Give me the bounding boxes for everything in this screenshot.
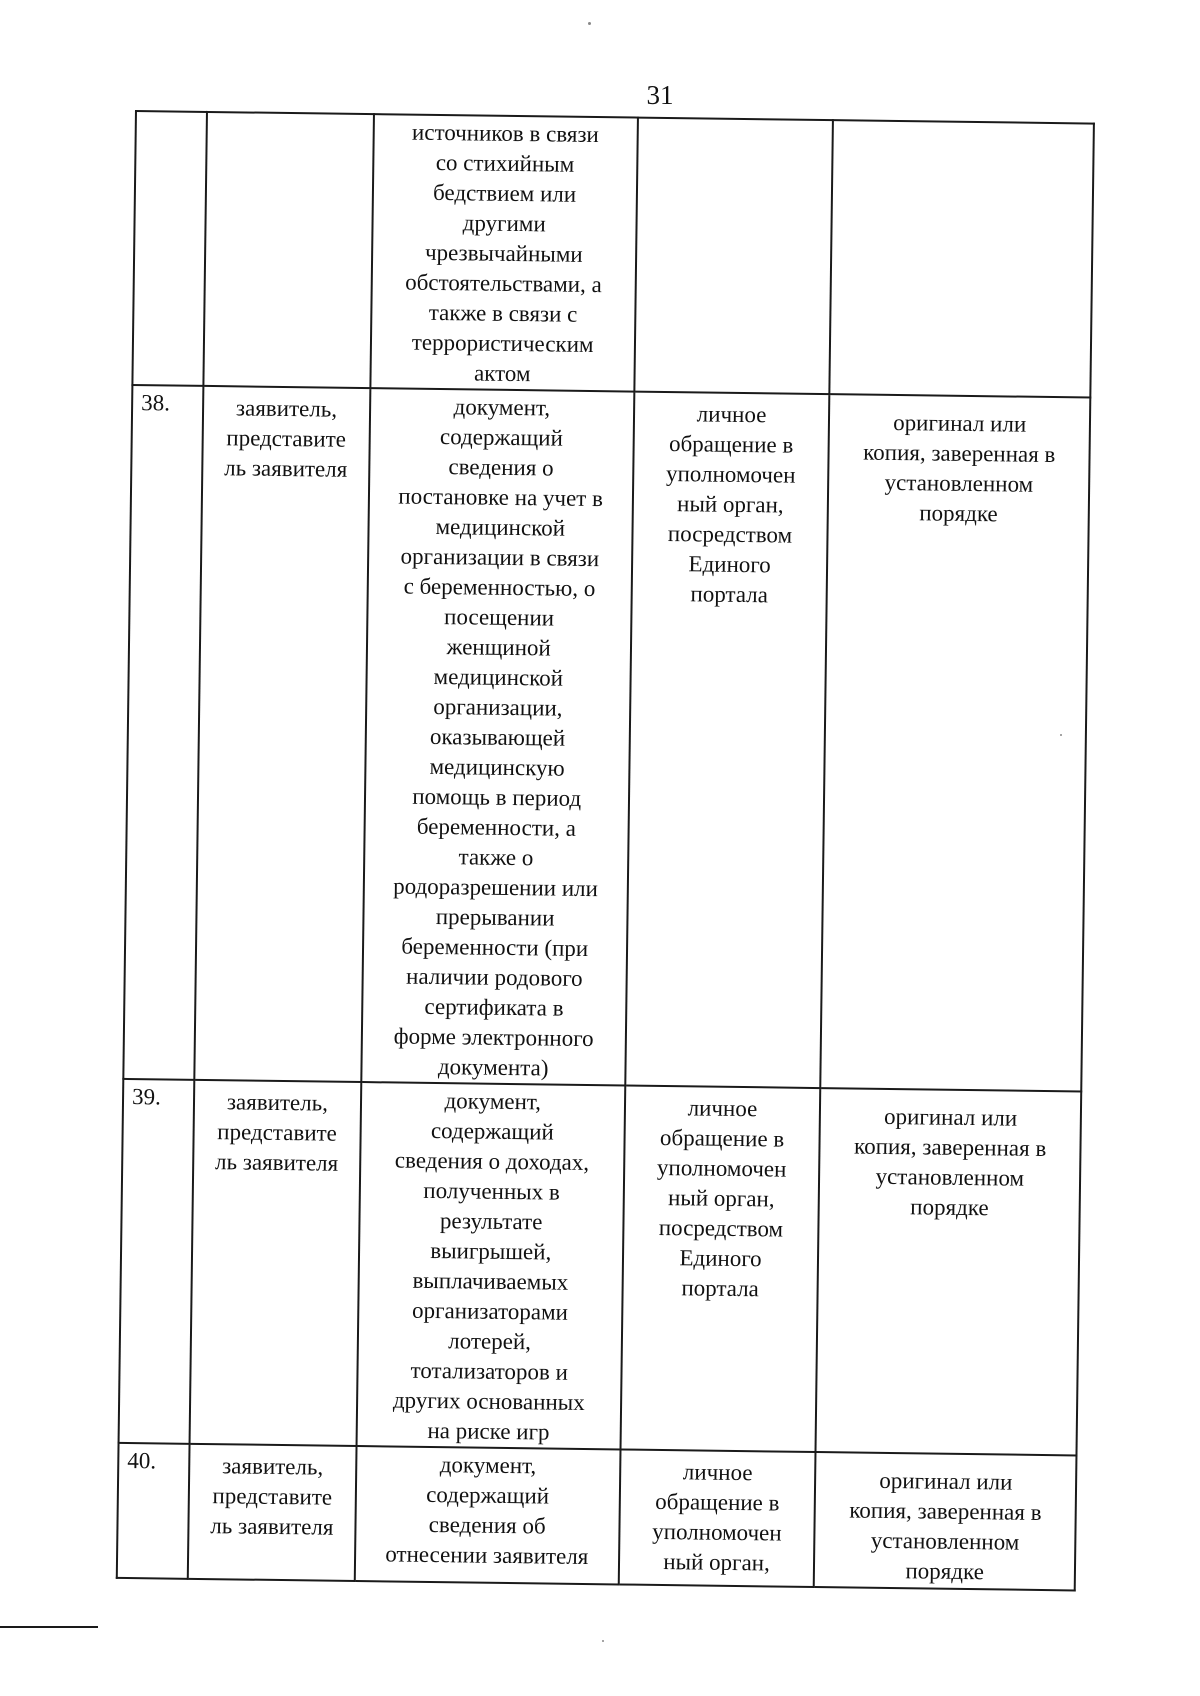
row-number-cell bbox=[119, 1079, 195, 1444]
applicant-cell bbox=[188, 1444, 357, 1581]
page-number: 31 bbox=[646, 80, 674, 110]
submission-method-text: личное обращение в уполномочен ный орган, посредством Единого портала bbox=[665, 401, 796, 608]
document-form-cell bbox=[830, 120, 1094, 397]
row-number-cell bbox=[117, 1443, 190, 1579]
scan-speck bbox=[588, 22, 591, 25]
row-number: 40. bbox=[127, 1448, 157, 1474]
applicant-cell bbox=[190, 1080, 362, 1446]
row-number-cell bbox=[132, 111, 207, 386]
document-text: документ, содержащий сведения об отнесении заявителя bbox=[385, 1452, 589, 1570]
document-form-cell bbox=[816, 1088, 1081, 1455]
table-row bbox=[132, 111, 1094, 398]
document-form-cell bbox=[814, 1452, 1076, 1590]
applicant-text: заявитель, представите ль заявителя bbox=[210, 1453, 334, 1540]
submission-method-cell bbox=[625, 392, 830, 1089]
document-form-text: оригинал или копия, заверенная в установленном порядке bbox=[863, 409, 1056, 527]
table-row bbox=[117, 1443, 1077, 1591]
row-number: 39. bbox=[131, 1084, 161, 1110]
document-cell bbox=[370, 114, 637, 391]
row-number: 38. bbox=[141, 390, 171, 416]
document-form-cell bbox=[821, 394, 1091, 1091]
document-cell bbox=[361, 388, 634, 1085]
document-text: документ, содержащий сведения о постановке на учет в медицинской организации в связи с беременностью, о посещении женщиной медицинской организации, оказывающей медицинскую помощь в период беременности, а также о родоразрешении или прерывании беременности (при наличии родового сертификата в форме электронного документа) bbox=[393, 394, 604, 1081]
applicant-cell bbox=[194, 386, 370, 1082]
table-row bbox=[119, 1079, 1082, 1456]
applicant-text: заявитель, представите ль заявителя bbox=[214, 1089, 339, 1176]
applicant-cell bbox=[203, 112, 373, 388]
document-table bbox=[116, 110, 1095, 1591]
submission-method-cell bbox=[634, 118, 833, 395]
row-number-cell bbox=[123, 385, 203, 1080]
table-row bbox=[123, 385, 1090, 1091]
applicant-text: заявитель, представите ль заявителя bbox=[224, 395, 348, 482]
scan-speck bbox=[1060, 734, 1062, 736]
submission-method-cell bbox=[620, 1085, 821, 1452]
document-form-text: оригинал или копия, заверенная в установленном порядке bbox=[849, 1467, 1042, 1585]
submission-method-cell bbox=[618, 1449, 816, 1587]
scan-speck bbox=[602, 1640, 604, 1642]
document-cell bbox=[356, 1082, 624, 1449]
submission-method-text: личное обращение в уполномочен ный орган, посредством Единого портала bbox=[656, 1095, 787, 1302]
document-form-text: оригинал или копия, заверенная в установленном порядке bbox=[853, 1103, 1047, 1221]
document-text: документ, содержащий сведения о доходах, полученных в результате выигрышей, выплачиваемых организаторами лотерей, тотализаторов и других основанных на риске игр bbox=[392, 1088, 590, 1445]
footnote-separator bbox=[0, 1626, 98, 1628]
submission-method-text: личное обращение в уполномочен ный орган, bbox=[652, 1459, 782, 1576]
document-cell bbox=[355, 1446, 620, 1584]
document-text: источников в связи со стихийным бедствием или другими чрезвычайными обстоятельствами, а также в связи с террористическим актом bbox=[405, 119, 602, 387]
